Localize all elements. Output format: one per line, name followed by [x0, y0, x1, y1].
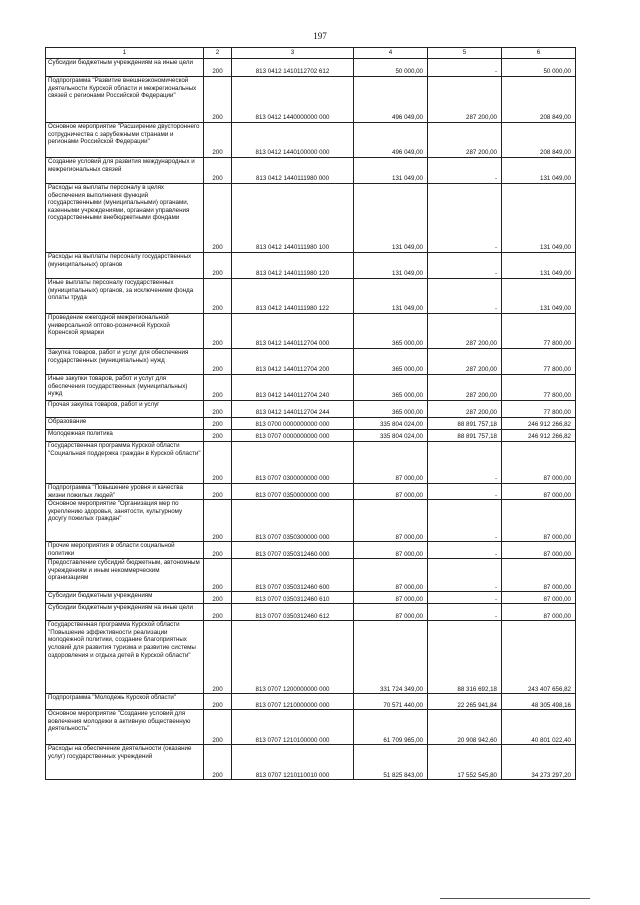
row-name-cell: Создание условий для развития международных и межрегиональных связей	[46, 158, 204, 184]
table-row	[46, 279, 576, 314]
row-unexecuted-cell: 246 912 266,82	[502, 418, 576, 430]
row-name-cell: Подпрограмма "Молодежь Курской области"	[46, 694, 204, 710]
row-line-code-cell: 200	[204, 253, 232, 279]
row-budget-code-cell: 813 0707 0300000000 000	[232, 442, 354, 484]
row-name-cell: Проведение ежегодной межрегиональной универсальной оптово-розничной Курской Коренской ярмарки	[46, 314, 204, 349]
row-approved-cell: 496 049,00	[354, 77, 428, 123]
page-number: 197	[313, 31, 327, 41]
row-name-cell: Подпрограмма "Развитие внешнеэкономической деятельности Курской области и межрегиональных связей с регионами Российской Федерации"	[46, 77, 204, 123]
row-executed-cell: -	[428, 59, 502, 77]
row-executed-cell: -	[428, 592, 502, 604]
header-cell: 3	[232, 48, 354, 59]
row-approved-cell: 51 825 843,00	[354, 745, 428, 780]
row-executed-cell: 22 265 941,84	[428, 694, 502, 710]
row-name-cell: Образование	[46, 418, 204, 430]
row-budget-code-cell: 813 0707 0350312460 600	[232, 559, 354, 592]
row-name-cell: Прочие мероприятия в области социальной политики	[46, 542, 204, 559]
row-line-code-cell: 200	[204, 745, 232, 780]
row-approved-cell: 335 804 024,00	[354, 418, 428, 430]
header-cell: 2	[204, 48, 232, 59]
table-row	[46, 430, 576, 442]
row-unexecuted-cell: 87 000,00	[502, 592, 576, 604]
row-unexecuted-cell: 87 000,00	[502, 559, 576, 592]
row-budget-code-cell: 813 0412 1440111980 120	[232, 253, 354, 279]
row-budget-code-cell: 813 0412 1440100000 000	[232, 123, 354, 158]
row-approved-cell: 87 000,00	[354, 542, 428, 559]
row-approved-cell: 87 000,00	[354, 604, 428, 621]
table-row	[46, 500, 576, 542]
row-executed-cell: -	[428, 253, 502, 279]
row-unexecuted-cell: 50 000,00	[502, 59, 576, 77]
row-line-code-cell: 200	[204, 349, 232, 375]
row-unexecuted-cell: 77 800,00	[502, 314, 576, 349]
row-approved-cell: 365 000,00	[354, 375, 428, 401]
header-cell: 6	[502, 48, 576, 59]
row-line-code-cell: 200	[204, 710, 232, 745]
row-line-code-cell: 200	[204, 123, 232, 158]
table-row	[46, 484, 576, 500]
row-line-code-cell: 200	[204, 375, 232, 401]
row-line-code-cell: 200	[204, 430, 232, 442]
row-unexecuted-cell: 77 800,00	[502, 401, 576, 418]
row-name-cell: Субсидии бюджетным учреждениям на иные цели	[46, 604, 204, 621]
table-row	[46, 442, 576, 484]
row-approved-cell: 131 049,00	[354, 184, 428, 253]
row-approved-cell: 131 049,00	[354, 158, 428, 184]
row-budget-code-cell: 813 0412 1440111980 000	[232, 158, 354, 184]
row-approved-cell: 365 000,00	[354, 314, 428, 349]
table-row	[46, 158, 576, 184]
header-cell: 5	[428, 48, 502, 59]
table-row	[46, 123, 576, 158]
row-budget-code-cell: 813 0412 1440112704 200	[232, 349, 354, 375]
row-line-code-cell: 200	[204, 694, 232, 710]
row-line-code-cell: 200	[204, 77, 232, 123]
table-row	[46, 542, 576, 559]
budget-table	[45, 47, 576, 780]
row-budget-code-cell: 813 0707 0350312460 000	[232, 542, 354, 559]
row-unexecuted-cell: 246 912 266,82	[502, 430, 576, 442]
row-executed-cell: 287 200,00	[428, 401, 502, 418]
row-unexecuted-cell: 77 800,00	[502, 349, 576, 375]
row-line-code-cell: 200	[204, 604, 232, 621]
bottom-rule	[440, 898, 590, 899]
row-name-cell: Молодежная политика	[46, 430, 204, 442]
row-budget-code-cell: 813 0707 0000000000 000	[232, 430, 354, 442]
row-approved-cell: 131 049,00	[354, 279, 428, 314]
row-budget-code-cell: 813 0700 0000000000 000	[232, 418, 354, 430]
row-budget-code-cell: 813 0707 1210110010 000	[232, 745, 354, 780]
row-name-cell: Субсидии бюджетным учреждениям на иные цели	[46, 59, 204, 77]
table-row	[46, 559, 576, 592]
row-unexecuted-cell: 87 000,00	[502, 442, 576, 484]
row-executed-cell: -	[428, 184, 502, 253]
row-line-code-cell: 200	[204, 484, 232, 500]
table-row	[46, 184, 576, 253]
table-row	[46, 710, 576, 745]
row-executed-cell: 287 200,00	[428, 375, 502, 401]
row-executed-cell: 20 908 942,60	[428, 710, 502, 745]
row-unexecuted-cell: 87 000,00	[502, 500, 576, 542]
row-unexecuted-cell: 208 849,00	[502, 77, 576, 123]
row-executed-cell: -	[428, 542, 502, 559]
row-name-cell: Предоставление субсидий бюджетным, автономным учреждениям и иным некоммерческим организациям	[46, 559, 204, 592]
row-approved-cell: 496 049,00	[354, 123, 428, 158]
table-row	[46, 621, 576, 694]
row-budget-code-cell: 813 0412 1440112704 244	[232, 401, 354, 418]
row-executed-cell: -	[428, 604, 502, 621]
row-name-cell: Подпрограмма "Повышение уровня и качества жизни пожилых людей"	[46, 484, 204, 500]
row-line-code-cell: 200	[204, 621, 232, 694]
row-line-code-cell: 200	[204, 500, 232, 542]
row-line-code-cell: 200	[204, 279, 232, 314]
row-approved-cell: 87 000,00	[354, 500, 428, 542]
row-approved-cell: 331 724 349,00	[354, 621, 428, 694]
table-row	[46, 604, 576, 621]
row-executed-cell: -	[428, 559, 502, 592]
row-unexecuted-cell: 48 305 498,16	[502, 694, 576, 710]
row-line-code-cell: 200	[204, 442, 232, 484]
table-row	[46, 375, 576, 401]
row-approved-cell: 365 000,00	[354, 349, 428, 375]
table-row	[46, 694, 576, 710]
table-row	[46, 349, 576, 375]
row-budget-code-cell: 813 0412 1440111980 100	[232, 184, 354, 253]
row-unexecuted-cell: 131 049,00	[502, 158, 576, 184]
row-name-cell: Расходы на обеспечение деятельности (оказание услуг) государственных учреждений	[46, 745, 204, 780]
row-name-cell: Основное мероприятие "Расширение двустороннего сотрудничества с зарубежными странами и регионами Российской Федерации"	[46, 123, 204, 158]
row-approved-cell: 50 000,00	[354, 59, 428, 77]
row-executed-cell: 287 200,00	[428, 349, 502, 375]
row-budget-code-cell: 813 0707 0350000000 000	[232, 484, 354, 500]
table-row	[46, 59, 576, 77]
row-executed-cell: -	[428, 158, 502, 184]
row-budget-code-cell: 813 0707 1210100000 000	[232, 710, 354, 745]
row-name-cell: Расходы на выплаты персоналу государственных (муниципальных) органов	[46, 253, 204, 279]
row-executed-cell: 287 200,00	[428, 77, 502, 123]
row-executed-cell: -	[428, 484, 502, 500]
row-approved-cell: 87 000,00	[354, 442, 428, 484]
row-line-code-cell: 200	[204, 592, 232, 604]
row-line-code-cell: 200	[204, 401, 232, 418]
row-name-cell: Государственная программа Курской области "Повышение эффективности реализации молодежной политики, создание благоприятных условий для развития туризма и развитие системы оздоровления и отдыха детей в Курской области"	[46, 621, 204, 694]
row-name-cell: Государственная программа Курской области "Социальная поддержка граждан в Курской области"	[46, 442, 204, 484]
row-name-cell: Закупка товаров, работ и услуг для обеспечения государственных (муниципальных) нужд	[46, 349, 204, 375]
header-row	[46, 48, 576, 59]
row-budget-code-cell: 813 0707 1200000000 000	[232, 621, 354, 694]
header-cell: 4	[354, 48, 428, 59]
row-budget-code-cell: 813 0707 0350312460 612	[232, 604, 354, 621]
row-name-cell: Расходы на выплаты персоналу в целях обеспечения выполнения функций государственными (муниципальными) органами, казенными учреждениями, органами управления государственными внебюджетными фондами	[46, 184, 204, 253]
row-unexecuted-cell: 77 800,00	[502, 375, 576, 401]
row-line-code-cell: 200	[204, 59, 232, 77]
row-executed-cell: 88 891 757,18	[428, 418, 502, 430]
row-approved-cell: 87 000,00	[354, 484, 428, 500]
row-executed-cell: 88 316 692,18	[428, 621, 502, 694]
row-unexecuted-cell: 131 049,00	[502, 184, 576, 253]
table-row	[46, 314, 576, 349]
row-budget-code-cell: 813 0707 0350300000 000	[232, 500, 354, 542]
row-name-cell: Иные закупки товаров, работ и услуг для обеспечения государственных (муниципальных) нужд	[46, 375, 204, 401]
row-line-code-cell: 200	[204, 418, 232, 430]
row-unexecuted-cell: 243 407 656,82	[502, 621, 576, 694]
row-executed-cell: 88 891 757,18	[428, 430, 502, 442]
row-executed-cell: -	[428, 500, 502, 542]
table-row	[46, 253, 576, 279]
row-executed-cell: -	[428, 442, 502, 484]
row-approved-cell: 365 000,00	[354, 401, 428, 418]
row-budget-code-cell: 813 0707 0350312460 610	[232, 592, 354, 604]
row-executed-cell: 17 552 545,80	[428, 745, 502, 780]
header-cell: 1	[46, 48, 204, 59]
row-executed-cell: 287 200,00	[428, 314, 502, 349]
row-approved-cell: 335 804 024,00	[354, 430, 428, 442]
table-row	[46, 77, 576, 123]
row-budget-code-cell: 813 0412 1410112702 612	[232, 59, 354, 77]
row-line-code-cell: 200	[204, 542, 232, 559]
row-approved-cell: 70 571 440,00	[354, 694, 428, 710]
row-line-code-cell: 200	[204, 559, 232, 592]
row-executed-cell: 287 200,00	[428, 123, 502, 158]
table-row	[46, 592, 576, 604]
row-unexecuted-cell: 208 849,00	[502, 123, 576, 158]
row-budget-code-cell: 813 0412 1440112704 240	[232, 375, 354, 401]
table-row	[46, 745, 576, 780]
row-name-cell: Субсидии бюджетным учреждениям	[46, 592, 204, 604]
table-row	[46, 401, 576, 418]
row-unexecuted-cell: 87 000,00	[502, 604, 576, 621]
row-approved-cell: 61 709 965,00	[354, 710, 428, 745]
row-approved-cell: 87 000,00	[354, 592, 428, 604]
row-line-code-cell: 200	[204, 184, 232, 253]
row-name-cell: Основное мероприятие "Создание условий для вовлечения молодежи в активную общественную деятельность"	[46, 710, 204, 745]
table-row	[46, 418, 576, 430]
row-line-code-cell: 200	[204, 158, 232, 184]
row-budget-code-cell: 813 0412 1440000000 000	[232, 77, 354, 123]
row-name-cell: Основное мероприятие "Организация мер по укреплению здоровья, занятости, культурному досугу пожилых граждан"	[46, 500, 204, 542]
row-unexecuted-cell: 34 273 297,20	[502, 745, 576, 780]
row-unexecuted-cell: 131 049,00	[502, 253, 576, 279]
row-approved-cell: 131 049,00	[354, 253, 428, 279]
row-unexecuted-cell: 40 801 022,40	[502, 710, 576, 745]
row-line-code-cell: 200	[204, 314, 232, 349]
row-unexecuted-cell: 87 000,00	[502, 542, 576, 559]
row-approved-cell: 87 000,00	[354, 559, 428, 592]
row-name-cell: Прочая закупка товаров, работ и услуг	[46, 401, 204, 418]
row-budget-code-cell: 813 0412 1440111980 122	[232, 279, 354, 314]
row-executed-cell: -	[428, 279, 502, 314]
row-unexecuted-cell: 87 000,00	[502, 484, 576, 500]
row-unexecuted-cell: 131 049,00	[502, 279, 576, 314]
row-name-cell: Иные выплаты персоналу государственных (муниципальных) органов, за исключением фонда оплаты труда	[46, 279, 204, 314]
row-budget-code-cell: 813 0412 1440112704 000	[232, 314, 354, 349]
row-budget-code-cell: 813 0707 1210000000 000	[232, 694, 354, 710]
